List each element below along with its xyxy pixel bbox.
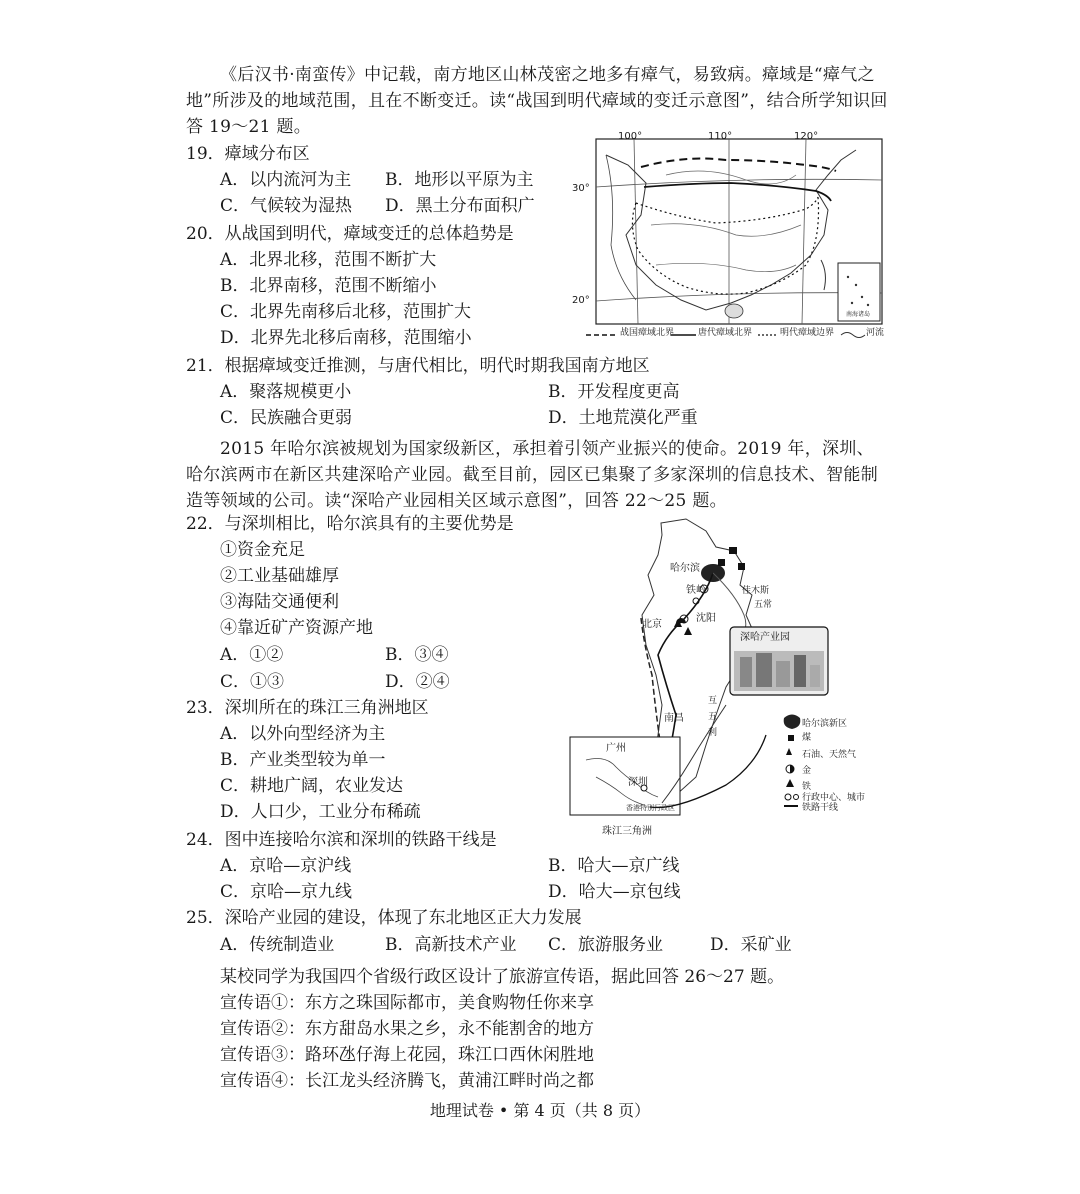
q24-option-b: B．哈大—京广线: [548, 856, 680, 876]
map2-label-nanchang: 南昌: [664, 713, 684, 724]
q19-option-c: C．气候较为湿热: [220, 196, 353, 216]
q22-option-c: C．①③: [220, 672, 285, 692]
map2-label-prd: 珠江三角洲: [602, 826, 652, 837]
map1-lon-120: 120°: [794, 131, 819, 142]
q19-option-d: D．黑土分布面积广: [385, 196, 535, 216]
page-footer: 地理试卷 • 第 4 页（共 8 页）: [429, 1101, 651, 1120]
question-21-stem: 21．根据瘴域变迁推测，与唐代相比，明代时期我国南方地区: [186, 356, 650, 376]
map2-label-shenzhen: 深圳: [628, 777, 648, 788]
q25-option-c: C．旅游服务业: [548, 935, 664, 955]
question-25-stem: 25．深哈产业园的建设，体现了东北地区正大力发展: [186, 908, 582, 928]
map1-lat-20: 20°: [572, 295, 590, 306]
map2-label-park: 深哈产业园: [740, 632, 790, 643]
map2-legend-coal: 煤: [802, 733, 812, 743]
intro-passage-2: [186, 436, 891, 514]
map1-inset-label: 南海诸岛: [846, 311, 871, 318]
question-19-stem: 19．瘴域分布区: [186, 144, 310, 164]
q23-option-b: B．产业类型较为单一: [220, 750, 386, 770]
shenha-map: [566, 515, 886, 840]
q22-item-2: ②工业基础雄厚: [220, 566, 339, 586]
q21-option-a: A．聚落规模更小: [220, 382, 352, 402]
q25-option-b: B．高新技术产业: [385, 935, 517, 955]
map2-label-hu: 互: [708, 696, 718, 706]
q25-option-a: A．传统制造业: [220, 935, 335, 955]
intro-text-3: 某校同学为我国四个省级行政区设计了旅游宣传语，据此回答 26～27 题。: [220, 967, 785, 987]
q23-option-c: C．耕地广阔，农业发达: [220, 776, 404, 796]
map1-legend-warring-states: 战国瘴域北界: [620, 328, 675, 338]
intro-text-1: 《后汉书·南蛮传》中记载，南方地区山林茂密之地多有瘴气，易致病。瘴域是“瘴气之地”所涉及的地域范围，且在不断变迁。读“战国到明代瘴域的变迁示意图”，结合所学知识回答 19～21 题。: [186, 65, 888, 137]
q25-option-d: D．采矿业: [710, 935, 792, 955]
map1-lon-110: 110°: [708, 131, 733, 142]
q19-option-a: A．以内流河为主: [220, 170, 352, 190]
map2-label-guangzhou: 广州: [606, 743, 626, 754]
map1-legend-river: 河流: [866, 328, 885, 338]
q21-option-d: D．土地荒漠化严重: [548, 408, 698, 428]
slogan-4: 宣传语④：长江龙头经济腾飞，黄浦江畔时尚之都: [220, 1071, 594, 1091]
q22-item-1: ①资金充足: [220, 540, 305, 560]
map2-label-wuchang: 五常: [754, 600, 773, 610]
map2-legend-railway: 铁路干线: [802, 803, 839, 813]
q22-item-3: ③海陆交通便利: [220, 592, 339, 612]
q22-option-d: D．②④: [385, 672, 450, 692]
slogan-2: 宣传语②：东方甜岛水果之乡，永不能割舍的地方: [220, 1019, 594, 1039]
map2-legend-city: 行政中心、城市: [802, 793, 866, 803]
q24-option-a: A．京哈—京沪线: [220, 856, 352, 876]
q24-option-d: D．哈大—京包线: [548, 882, 681, 902]
q23-option-d: D．人口少，工业分布稀疏: [220, 802, 421, 822]
q22-option-b: B．③④: [385, 645, 449, 665]
map2-label-jiamusi: 佳木斯: [742, 586, 770, 596]
q22-item-4: ④靠近矿产资源产地: [220, 618, 373, 638]
map1-legend-ming: 明代瘴域边界: [780, 328, 835, 338]
miasma-map: [566, 125, 886, 343]
map2-label-harbin: 哈尔滨: [670, 563, 700, 574]
map2-legend-oil: 石油、天然气: [802, 750, 857, 760]
q23-option-a: A．以外向型经济为主: [220, 724, 386, 744]
miasma-map-graphic: [566, 125, 886, 343]
map1-lon-100: 100°: [618, 131, 643, 142]
slogan-1: 宣传语①：东方之珠国际都市，美食购物任你来享: [220, 993, 594, 1013]
q20-option-b: B．北界南移，范围不断缩小: [220, 276, 437, 296]
question-22-stem: 22．与深圳相比，哈尔滨具有的主要优势是: [186, 514, 514, 534]
q20-option-c: C．北界先南移后北移，范围扩大: [220, 302, 472, 322]
q22-option-a: A．①②: [220, 645, 284, 665]
map2-legend-iron: 铁: [802, 782, 812, 792]
map2-label-wu: 五: [708, 712, 718, 722]
question-24-stem: 24．图中连接哈尔滨和深圳的铁路干线是: [186, 830, 497, 850]
map2-legend-gold: 金: [802, 766, 812, 776]
q21-option-c: C．民族融合更弱: [220, 408, 353, 428]
map2-label-tieling: 铁岭: [686, 585, 706, 596]
q20-option-d: D．北界先北移后南移，范围缩小: [220, 328, 472, 348]
q21-option-b: B．开发程度更高: [548, 382, 680, 402]
intro-text-2: 2015 年哈尔滨被规划为国家级新区，承担着引领产业振兴的使命。2019 年，深圳、哈尔滨两市在新区共建深哈产业园。截至目前，园区已集聚了多家深圳的信息技术、智能制造等领域的公司。读“深哈产业园相关区域示意图”，回答 22～25 题。: [186, 439, 878, 511]
map2-label-hongkong: 香港特别行政区: [626, 804, 675, 812]
slogan-3: 宣传语③：路环氹仔海上花园，珠江口西休闲胜地: [220, 1045, 594, 1065]
q19-option-b: B．地形以平原为主: [385, 170, 534, 190]
question-23-stem: 23．深圳所在的珠江三角洲地区: [186, 698, 429, 718]
q24-option-c: C．京哈—京九线: [220, 882, 353, 902]
map2-legend-newarea: 哈尔滨新区: [802, 719, 848, 729]
map2-label-li: 利: [708, 728, 718, 738]
question-20-stem: 20．从战国到明代，瘴域变迁的总体趋势是: [186, 224, 514, 244]
map1-legend-tang: 唐代瘴域北界: [698, 328, 753, 338]
q20-option-a: A．北界北移，范围不断扩大: [220, 250, 437, 270]
map2-label-shenyang: 沈阳: [696, 613, 716, 624]
map1-lat-30: 30°: [572, 183, 590, 194]
map2-label-beijing: 北京: [642, 619, 662, 630]
